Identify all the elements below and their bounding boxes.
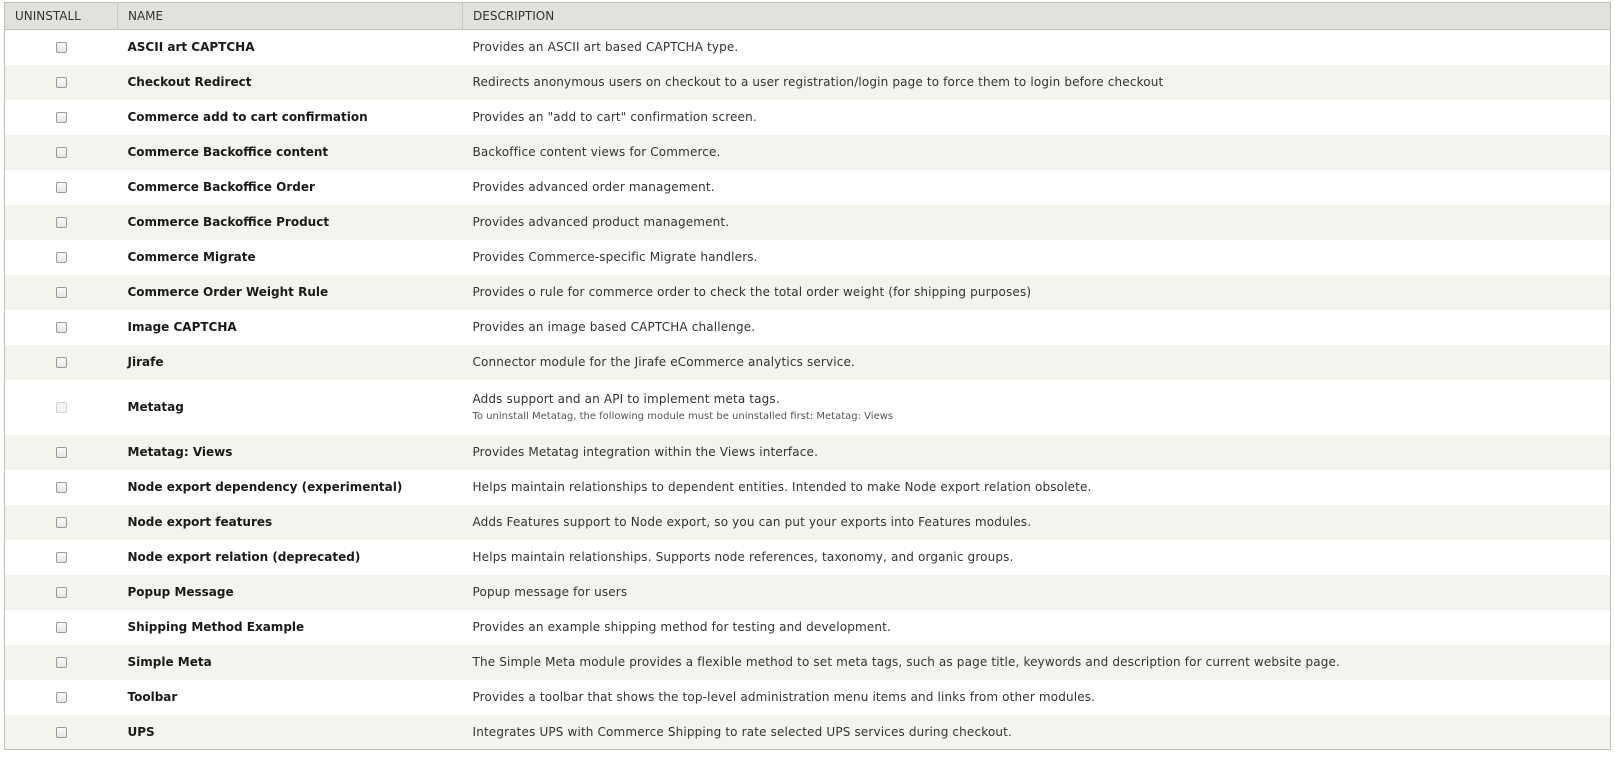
table-row (5, 310, 1611, 345)
uninstall-cell (5, 205, 118, 240)
table-row (5, 100, 1611, 135)
module-description: Provides a toolbar that shows the top-level administration menu items and links from other modules. (472, 690, 1096, 704)
table-row (5, 30, 1611, 65)
uninstall-cell (5, 65, 118, 100)
uninstall-checkbox[interactable] (56, 217, 67, 228)
uninstall-cell (5, 435, 118, 470)
table-row (5, 135, 1611, 170)
module-name: Checkout Redirect (127, 75, 252, 89)
module-description: Provides an ASCII art based CAPTCHA type. (472, 40, 739, 55)
module-description: Integrates UPS with Commerce Shipping to rate selected UPS services during checkout. (472, 724, 1012, 739)
module-name: Shipping Method Example (127, 620, 305, 634)
module-description: Backoffice content views for Commerce. (472, 145, 721, 159)
table-row (5, 575, 1611, 610)
uninstall-checkbox[interactable] (56, 182, 67, 193)
module-description: Helps maintain relationships. Supports node references, taxonomy, and organic groups. (472, 550, 1014, 564)
uninstall-modules-table-wrapper (4, 2, 1611, 750)
module-description: The Simple Meta module provides a flexible method to set meta tags, such as page title, keywords and description for current website page. (472, 655, 1340, 669)
uninstall-cell (5, 680, 118, 715)
table-row (5, 610, 1611, 645)
module-name: Commerce Backoffice Product (127, 215, 330, 229)
uninstall-checkbox[interactable] (56, 77, 67, 88)
module-name: Node export dependency (experimental) (127, 480, 403, 494)
table-row (5, 65, 1611, 100)
module-name: Image CAPTCHA (127, 320, 237, 334)
table-row (5, 715, 1611, 750)
uninstall-cell (5, 135, 118, 170)
table-header-row (5, 3, 1611, 30)
uninstall-cell (5, 240, 118, 275)
module-description-cell (463, 610, 1611, 645)
module-description: Provides Metatag integration within the Views interface. (472, 445, 819, 459)
uninstall-cell (5, 540, 118, 575)
column-header-uninstall: UNINSTALL (5, 3, 118, 30)
table-row (5, 505, 1611, 540)
module-name: Commerce Order Weight Rule (127, 285, 329, 299)
table-body (5, 30, 1611, 750)
module-description: Provides an image based CAPTCHA challenge. (472, 320, 756, 334)
uninstall-checkbox[interactable] (56, 287, 67, 298)
module-requirement-note: To uninstall Metatag, the following module must be uninstalled first: Metatag: Views (472, 411, 894, 422)
module-description-cell (463, 205, 1611, 240)
uninstall-cell (5, 275, 118, 310)
table-row (5, 275, 1611, 310)
module-description: Provides an "add to cart" confirmation screen. (472, 110, 757, 124)
uninstall-checkbox[interactable] (56, 112, 67, 123)
module-name: Commerce Migrate (127, 250, 256, 264)
uninstall-checkbox[interactable] (56, 42, 67, 53)
uninstall-cell (5, 170, 118, 205)
table-row (5, 345, 1611, 380)
uninstall-checkbox[interactable] (56, 252, 67, 263)
uninstall-checkbox[interactable] (56, 692, 67, 703)
uninstall-checkbox[interactable] (56, 482, 67, 493)
uninstall-cell (5, 470, 118, 505)
uninstall-checkbox[interactable] (56, 587, 67, 598)
table-row (5, 680, 1611, 715)
uninstall-checkbox[interactable] (56, 147, 67, 158)
uninstall-cell (5, 610, 118, 645)
uninstall-checkbox[interactable] (56, 357, 67, 368)
table-row (5, 205, 1611, 240)
module-name: Node export relation (deprecated) (127, 550, 361, 564)
module-description-cell (463, 310, 1611, 345)
uninstall-checkbox[interactable] (56, 447, 67, 458)
module-name: UPS (127, 724, 155, 739)
uninstall-checkbox (56, 402, 67, 413)
module-description: Provides an example shipping method for testing and development. (472, 620, 891, 634)
uninstall-cell (5, 575, 118, 610)
module-name: Simple Meta (127, 655, 212, 669)
uninstall-cell (5, 645, 118, 680)
column-header-description: DESCRIPTION (463, 3, 1611, 30)
module-description-cell (463, 65, 1611, 100)
module-description-cell (463, 30, 1611, 65)
module-description-cell (463, 170, 1611, 205)
uninstall-cell (5, 345, 118, 380)
module-description-cell (463, 505, 1611, 540)
module-description: Popup message for users (472, 585, 628, 599)
module-name: Popup Message (127, 585, 234, 599)
module-name: Jirafe (127, 355, 164, 369)
module-description: Helps maintain relationships to dependent entities. Intended to make Node export relation obsolete. (472, 480, 1092, 494)
uninstall-cell (5, 310, 118, 345)
uninstall-cell (5, 505, 118, 540)
module-name: Commerce Backoffice Order (127, 180, 315, 194)
module-description-cell (463, 380, 1611, 435)
uninstall-checkbox[interactable] (56, 517, 67, 528)
uninstall-cell (5, 30, 118, 65)
module-description: Adds Features support to Node export, so you can put your exports into Features modules. (472, 515, 1032, 529)
module-name: Metatag (127, 400, 184, 414)
uninstall-cell (5, 100, 118, 135)
uninstall-checkbox[interactable] (56, 552, 67, 563)
module-name: Toolbar (127, 690, 178, 704)
uninstall-checkbox[interactable] (56, 322, 67, 333)
table-row (5, 380, 1611, 435)
module-name: Node export features (127, 515, 273, 529)
module-description-cell (463, 680, 1611, 715)
uninstall-checkbox[interactable] (56, 622, 67, 633)
column-header-name: NAME (118, 3, 463, 30)
table-row (5, 170, 1611, 205)
module-name: ASCII art CAPTCHA (127, 40, 255, 55)
module-name: Commerce add to cart confirmation (127, 110, 368, 124)
module-description-cell (463, 575, 1611, 610)
table-row (5, 645, 1611, 680)
table-row (5, 470, 1611, 505)
table-row (5, 435, 1611, 470)
module-description-cell (463, 435, 1611, 470)
module-description-cell (463, 540, 1611, 575)
table-header (5, 3, 1611, 30)
module-description-cell (463, 100, 1611, 135)
module-description-cell (463, 470, 1611, 505)
uninstall-cell (5, 715, 118, 750)
module-description-cell (463, 240, 1611, 275)
uninstall-checkbox[interactable] (56, 727, 67, 738)
module-description-cell (463, 645, 1611, 680)
uninstall-checkbox[interactable] (56, 657, 67, 668)
module-description-cell (463, 135, 1611, 170)
module-description: Adds support and an API to implement meta tags. (472, 392, 780, 406)
uninstall-cell (5, 380, 118, 435)
module-description: Provides o rule for commerce order to check the total order weight (for shipping purposes) (472, 285, 1032, 299)
module-name: Metatag: Views (127, 445, 233, 459)
module-description: Redirects anonymous users on checkout to a user registration/login page to force them to login before checkout (472, 75, 1164, 89)
module-name: Commerce Backoffice content (127, 145, 329, 159)
module-description-cell (463, 345, 1611, 380)
table-row (5, 240, 1611, 275)
module-description-cell (463, 715, 1611, 750)
module-description: Connector module for the Jirafe eCommerce analytics service. (472, 355, 855, 369)
module-description: Provides advanced order management. (472, 180, 715, 194)
module-description: Provides advanced product management. (472, 215, 730, 229)
module-description-cell (463, 275, 1611, 310)
uninstall-modules-table (4, 2, 1611, 750)
table-row (5, 540, 1611, 575)
module-description: Provides Commerce-specific Migrate handlers. (472, 250, 758, 264)
